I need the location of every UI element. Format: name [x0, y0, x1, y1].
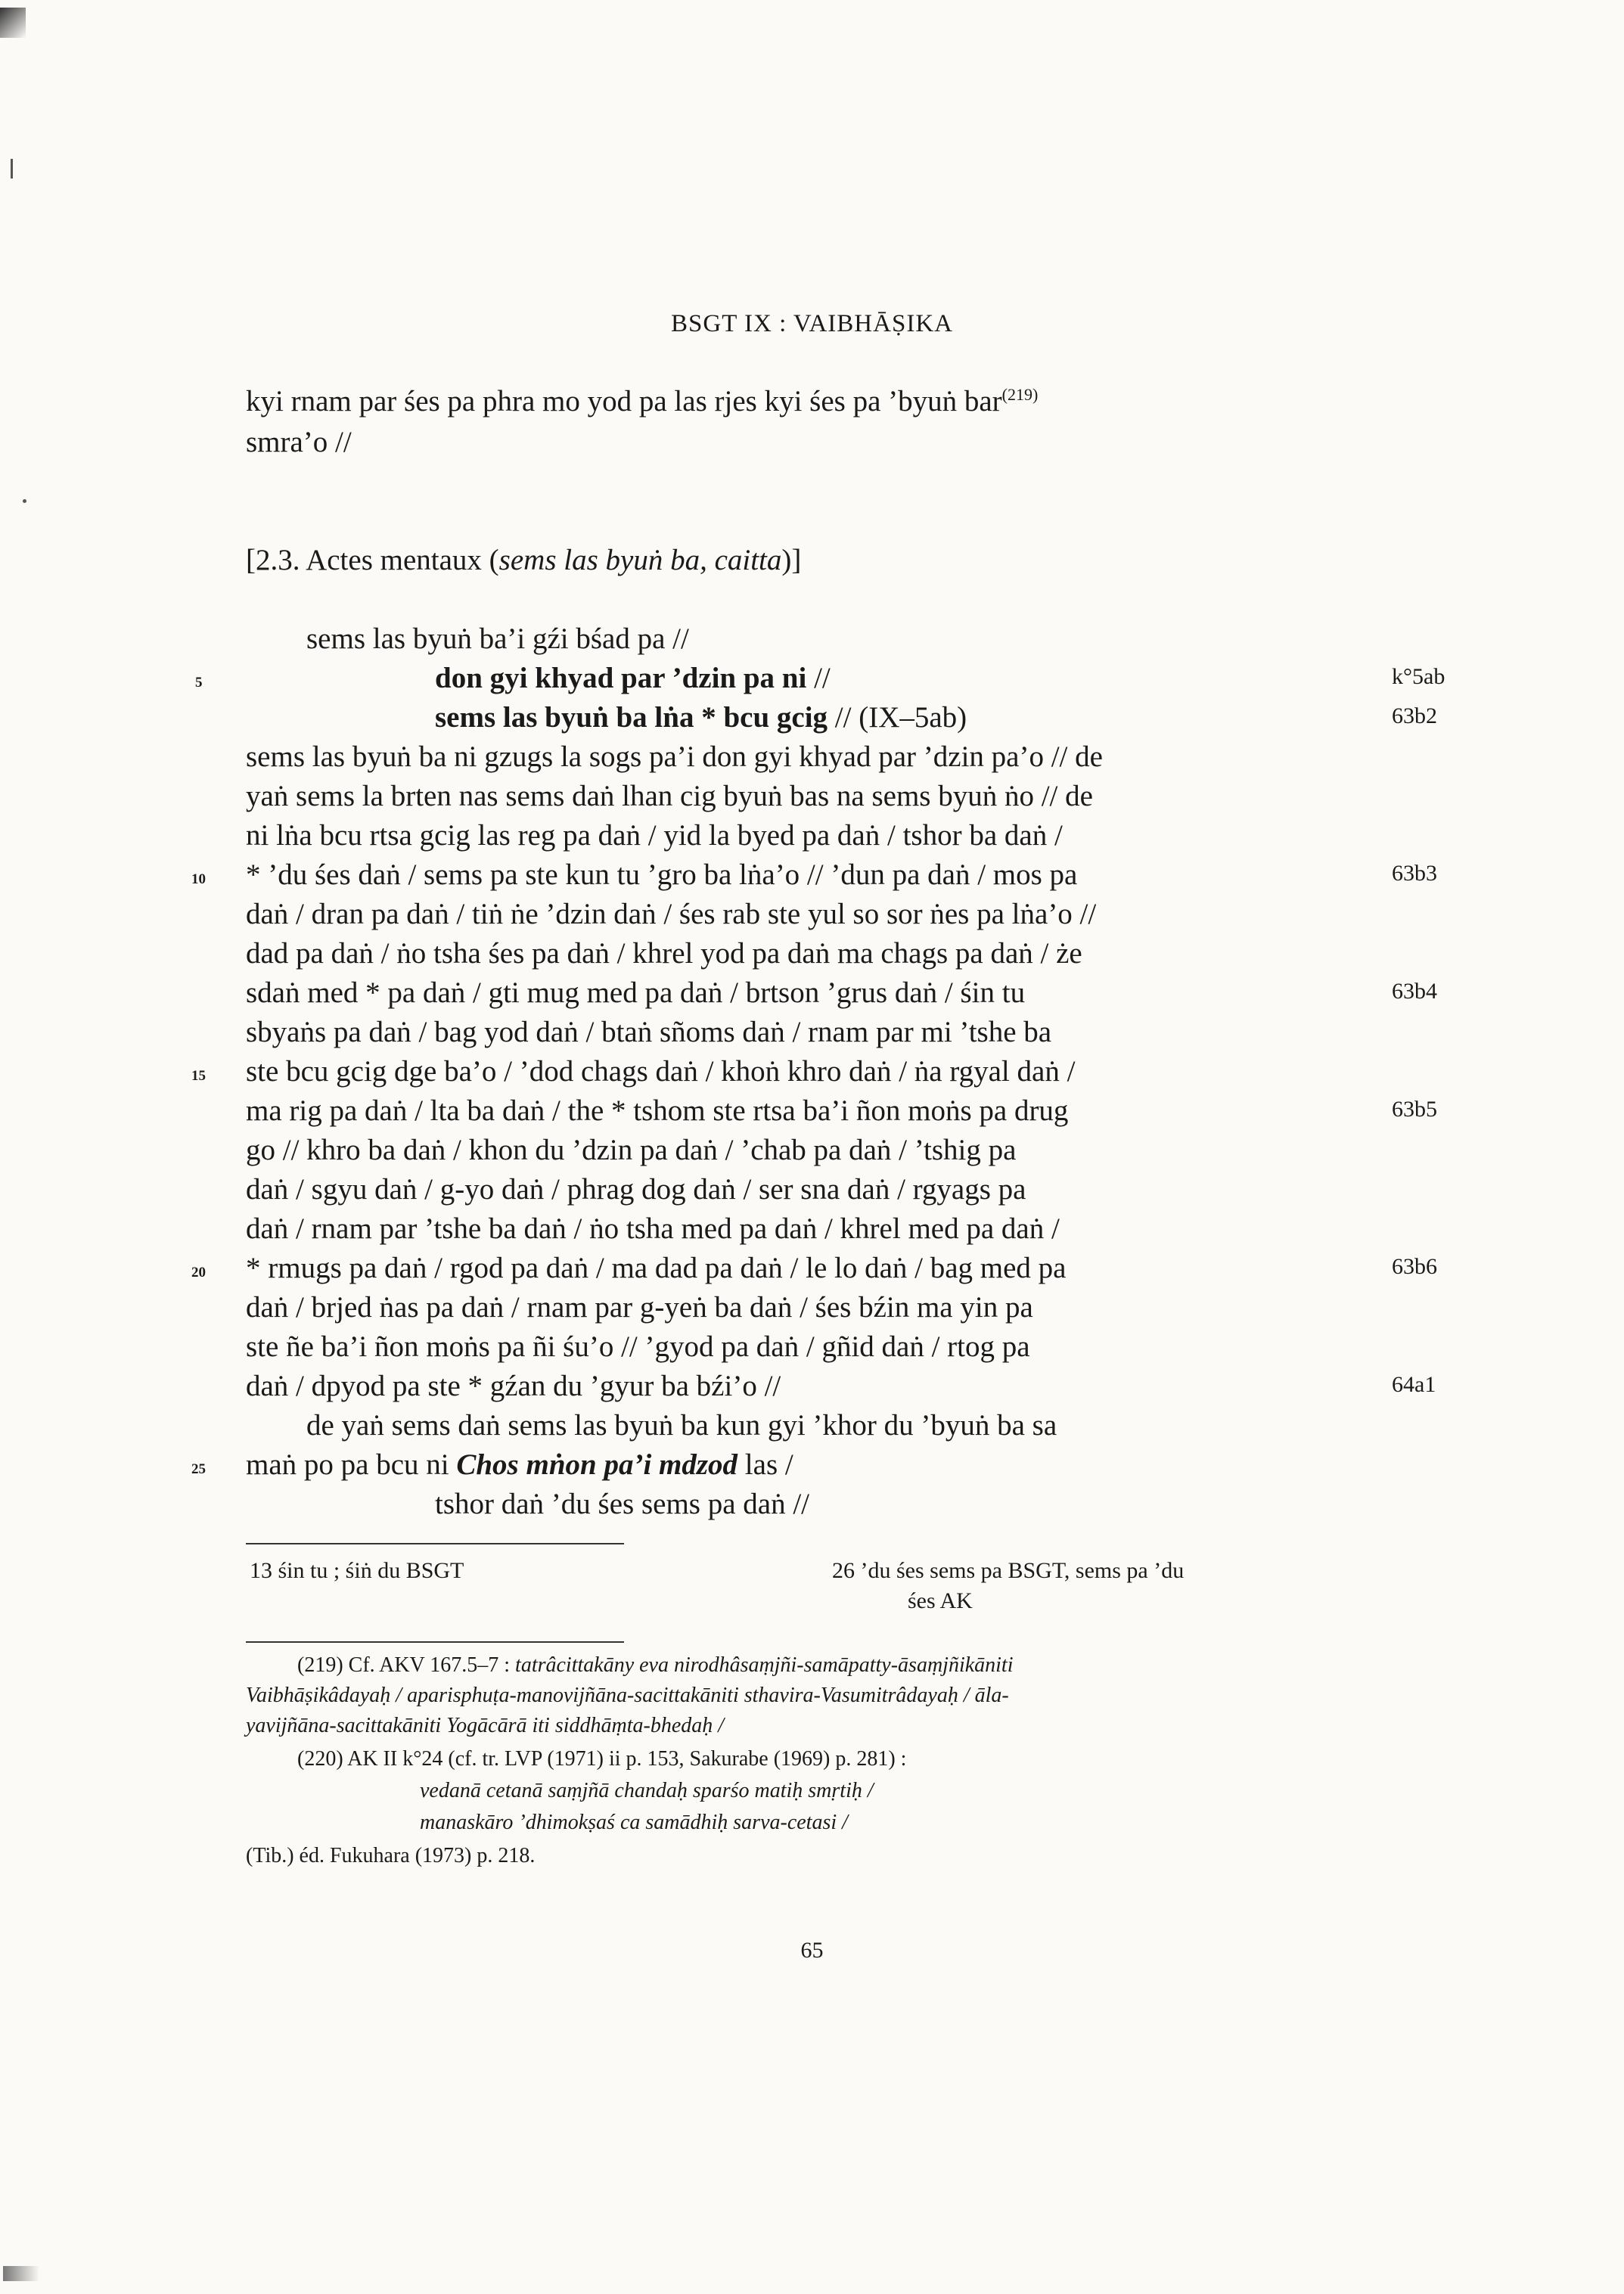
verse-1-bold: don gyi khyad par ’dzin pa ni [435, 662, 807, 694]
prose-line: sems las byuṅ ba ni gzugs la sogs pa’i don gyi khyad par ’dzin pa’o // de [246, 740, 1103, 773]
section-prefix: [2.3. Actes mentaux ( [246, 544, 499, 576]
scan-mark [3, 2266, 39, 2281]
margin-ref: 63b6 [1392, 1254, 1437, 1279]
prose-line: daṅ / brjed ṅas pa daṅ / rnam par g-yeṅ ba daṅ / śes bźin ma yin pa [246, 1291, 1033, 1324]
margin-ref: k°5ab [1392, 664, 1445, 689]
running-header: BSGT IX : VAIBHĀṢIKA [671, 310, 953, 337]
verse-intro: sems las byuṅ ba’i gźi bśad pa // [306, 622, 689, 655]
margin-ref: 63b2 [1392, 703, 1437, 728]
continuation-text: kyi rnam par śes pa phra mo yod pa las rjes kyi śes pa ’byuṅ bar [246, 385, 1002, 418]
prose-line: sbyaṅs pa daṅ / bag yod daṅ / btaṅ sñoms daṅ / rnam par mi ’tshe ba [246, 1016, 1052, 1048]
note-220-line-3: manaskāro ’dhimokṣaś ca samādhiḥ sarva-cetasi / [420, 1811, 848, 1834]
prose-line: ste ñe ba’i ñon moṅs pa ñi śu’o // ’gyod pa daṅ / gñid daṅ / rtog pa [246, 1330, 1030, 1363]
line-number: 5 [195, 675, 203, 691]
note-220-line-1: (220) AK II k°24 (cf. tr. LVP (1971) ii p. 153, Sakurabe (1969) p. 281) : [297, 1747, 907, 1771]
apparatus-right-2: śes AK [908, 1588, 973, 1613]
note-219-line-2: Vaibhāṣikâdayaḥ / aparisphuṭa-manovijñāna-sacittakāniti sthavira-Vasumitrâdayaḥ / āla- [246, 1684, 1009, 1707]
tail-line-3: tshor daṅ ’du śes sems pa daṅ // [435, 1488, 810, 1520]
tail-line-2 [246, 1448, 793, 1482]
line-number: 20 [191, 1265, 206, 1280]
prose-line: daṅ / dran pa daṅ / tiṅ ṅe ’dzin daṅ / śes rab ste yul so sor ṅes pa lṅa’o // [246, 898, 1097, 930]
note-219-line-1 [297, 1653, 1013, 1678]
line-number: 15 [191, 1068, 206, 1084]
verse-2-end: // (IX–5ab) [828, 701, 967, 734]
verse-1-end: // [806, 662, 831, 694]
apparatus-right-1: 26 ’du śes sems pa BSGT, sems pa ’du [832, 1558, 1185, 1583]
continuation-line-2: smra’o // [246, 426, 352, 458]
scan-mark [23, 499, 26, 503]
scan-mark [11, 159, 13, 178]
apparatus-left: 13 śin tu ; śiṅ du BSGT [250, 1558, 464, 1583]
tail-2b: las / [737, 1448, 793, 1481]
prose-line: dad pa daṅ / ṅo tsha śes pa daṅ / khrel yod pa daṅ ma chags pa daṅ / że [246, 937, 1082, 970]
margin-ref: 63b5 [1392, 1097, 1437, 1122]
prose-line: go // khro ba daṅ / khon du ’dzin pa daṅ / ’chab pa daṅ / ’tshig pa [246, 1134, 1017, 1166]
prose-line: yaṅ sems la brten nas sems daṅ lhan cig byuṅ bas na sems byuṅ ṅo // de [246, 780, 1093, 812]
prose-line: daṅ / dpyod pa ste * gźan du ’gyur ba bźi’o // [246, 1370, 781, 1402]
section-italic: sems las byuṅ ba, caitta [498, 544, 782, 576]
page-number: 65 [800, 1938, 824, 1963]
footnote-ref-219: (219) [1001, 385, 1039, 404]
continuation-line-1 [246, 384, 1038, 418]
section-suffix: )] [781, 544, 802, 576]
prose-line: ma rig pa daṅ / lta ba daṅ / the * tshom ste rtsa ba’i ñon moṅs pa drug [246, 1094, 1069, 1127]
prose-line: daṅ / rnam par ’tshe ba daṅ / ṅo tsha med pa daṅ / khrel med pa daṅ / [246, 1212, 1060, 1245]
prose-line: sdaṅ med * pa daṅ / gti mug med pa daṅ / brtson ’grus daṅ / śin tu [246, 976, 1026, 1009]
verse-line-2 [435, 700, 967, 734]
margin-ref: 63b4 [1392, 979, 1437, 1004]
tail-2a: maṅ po pa bcu ni [246, 1448, 457, 1481]
verse-2-bold: sems las byuṅ ba lṅa * bcu gcig [435, 701, 828, 734]
line-number: 25 [191, 1461, 206, 1477]
notes-rule [246, 1641, 624, 1643]
prose-line: ni lṅa bcu rtsa gcig las reg pa daṅ / yid la byed pa daṅ / tshor ba daṅ / [246, 819, 1063, 852]
prose-line: ste bcu gcig dge ba’o / ’dod chags daṅ / khoṅ khro daṅ / ṅa rgyal daṅ / [246, 1055, 1076, 1088]
work-title: Chos mṅon pa’i mdzod [456, 1448, 738, 1481]
note-219-text: tatrâcittakāny eva nirodhâsaṃjñi-samāpatty-āsaṃjñikāniti [515, 1653, 1014, 1677]
section-heading [246, 543, 801, 577]
prose-line: * rmugs pa daṅ / rgod pa daṅ / ma dad pa daṅ / le lo daṅ / bag med pa [246, 1252, 1067, 1284]
note-220-line-2: vedanā cetanā saṃjñā chandaḥ sparśo matiḥ smṛtiḥ / [420, 1779, 874, 1802]
prose-line: daṅ / sgyu daṅ / g-yo daṅ / phrag dog daṅ / ser sna daṅ / rgyags pa [246, 1173, 1026, 1206]
apparatus-rule [246, 1543, 624, 1544]
prose-line: * ’du śes daṅ / sems pa ste kun tu ’gro ba lṅa’o // ’dun pa daṅ / mos pa [246, 858, 1078, 891]
margin-ref: 63b3 [1392, 861, 1437, 886]
line-number: 10 [191, 871, 206, 887]
scan-mark [0, 8, 26, 38]
verse-line-1 [435, 661, 831, 695]
note-219-line-3: yavijñāna-sacittakāniti Yogācārā iti siddhāṃta-bhedaḥ / [246, 1714, 725, 1737]
note-tib: (Tib.) éd. Fukuhara (1973) p. 218. [246, 1844, 536, 1867]
tail-line-1: de yaṅ sems daṅ sems las byuṅ ba kun gyi ’khor du ’byuṅ ba sa [306, 1409, 1057, 1442]
note-219-label: (219) Cf. AKV 167.5–7 : [297, 1653, 516, 1677]
margin-ref: 64a1 [1392, 1372, 1436, 1397]
